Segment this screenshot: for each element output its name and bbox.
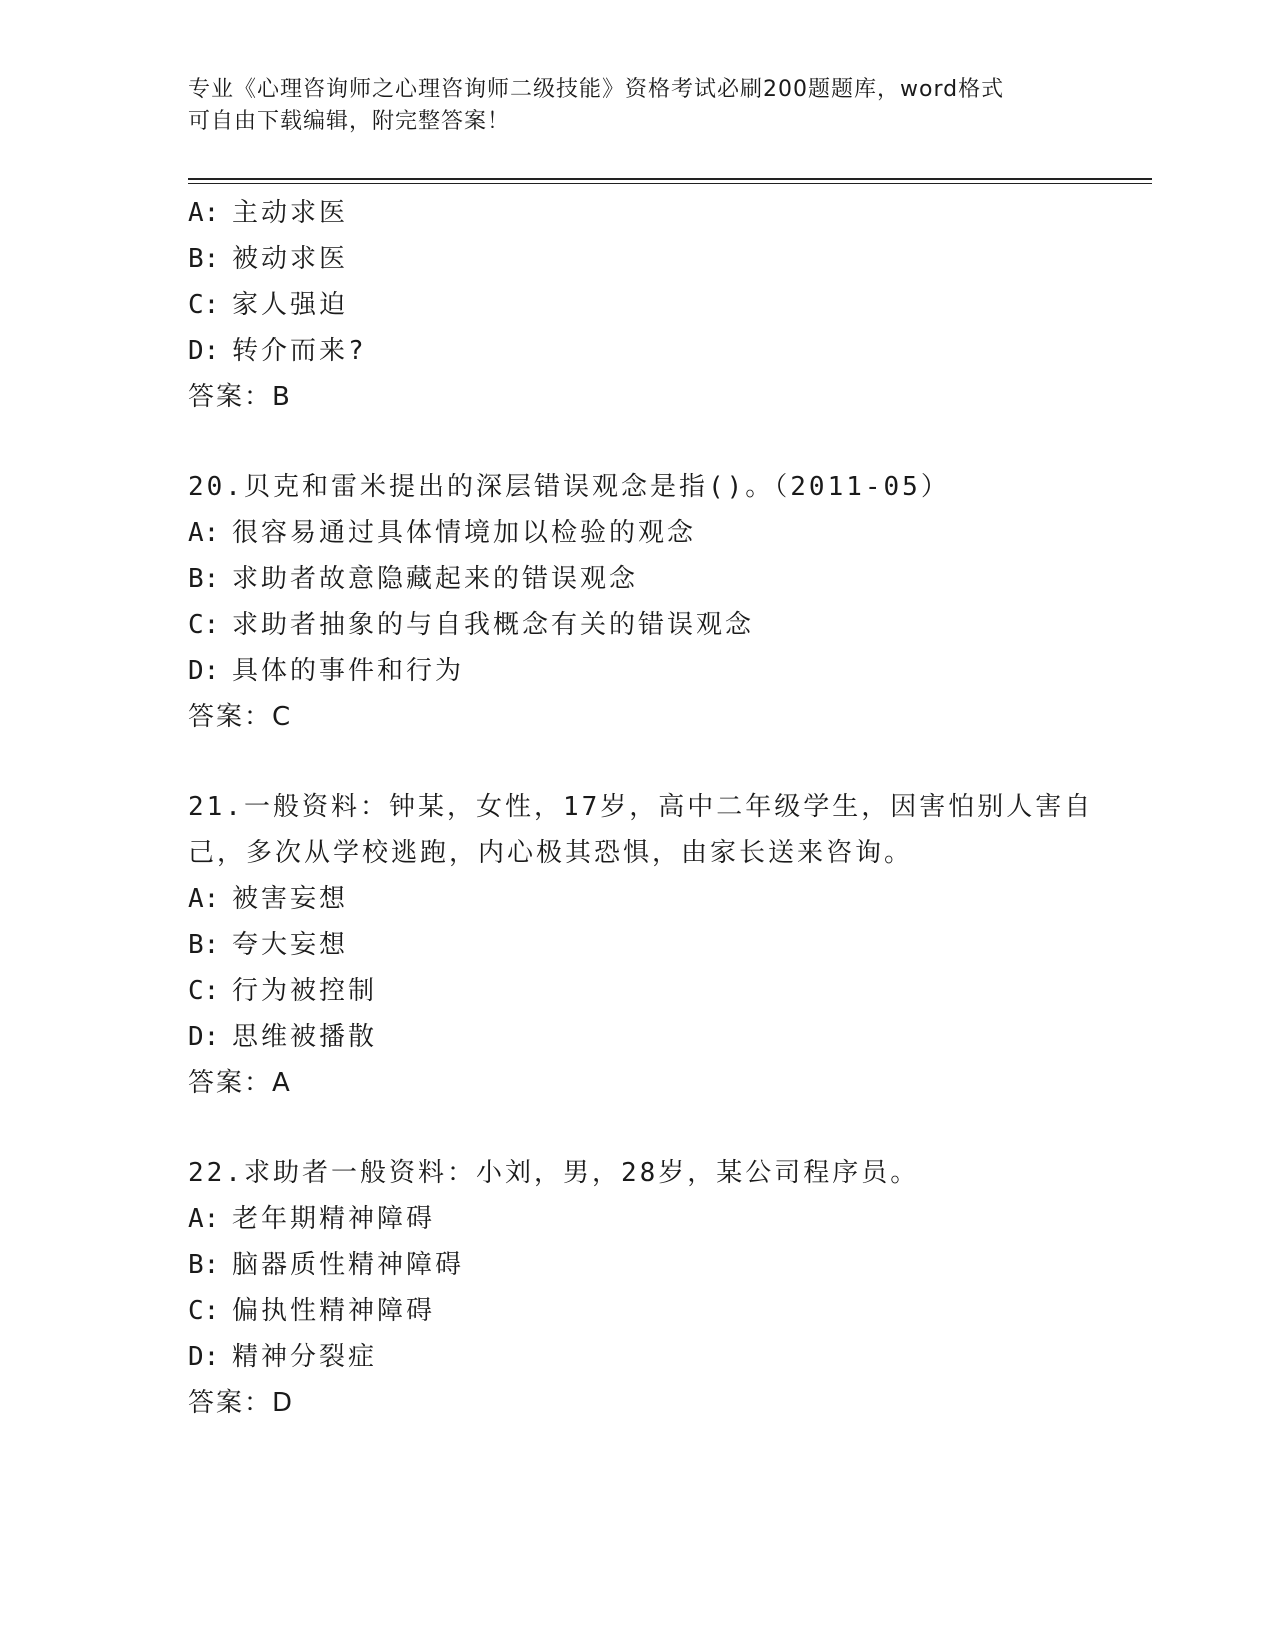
option-letter: D: xyxy=(188,1342,220,1372)
option-text: 转介而来? xyxy=(232,336,367,366)
option-text: 被害妄想 xyxy=(232,884,349,914)
option-letter: C: xyxy=(188,1296,220,1326)
option-text: 很容易通过具体情境加以检验的观念 xyxy=(232,518,697,548)
answer-option xyxy=(188,282,1152,328)
question-text: 己，多次从学校逃跑，内心极其恐惧，由家长送来咨询。 xyxy=(188,838,914,868)
answer-key: 答案：D xyxy=(188,1388,295,1418)
answer-option xyxy=(188,1334,1152,1380)
question-list xyxy=(188,190,1152,1426)
answer-option xyxy=(188,648,1152,694)
option-text: 求助者抽象的与自我概念有关的错误观念 xyxy=(232,610,755,640)
option-text: 老年期精神障碍 xyxy=(232,1204,436,1234)
option-letter: C: xyxy=(188,610,220,640)
answer-option xyxy=(188,328,1152,374)
option-letter: B: xyxy=(188,1250,220,1280)
option-text: 精神分裂症 xyxy=(232,1342,378,1372)
option-letter: C: xyxy=(188,976,220,1006)
question-block xyxy=(188,464,1152,740)
option-text: 行为被控制 xyxy=(232,976,378,1006)
answer-option xyxy=(188,876,1152,922)
option-text: 求助者故意隐藏起来的错误观念 xyxy=(232,564,639,594)
question-text: 21.一般资料：钟某，女性，17岁，高中二年级学生，因害怕别人害自 xyxy=(188,792,1094,822)
option-letter: A: xyxy=(188,198,220,228)
answer-option xyxy=(188,236,1152,282)
answer-option xyxy=(188,1288,1152,1334)
option-text: 主动求医 xyxy=(232,198,349,228)
option-letter: D: xyxy=(188,1022,220,1052)
option-text: 偏执性精神障碍 xyxy=(232,1296,436,1326)
answer-option xyxy=(188,1242,1152,1288)
option-text: 被动求医 xyxy=(232,244,349,274)
answer-key: 答案：A xyxy=(188,1068,292,1098)
option-text: 脑器质性精神障碍 xyxy=(232,1250,465,1280)
answer-option xyxy=(188,602,1152,648)
header-divider xyxy=(188,178,1152,184)
option-letter: A: xyxy=(188,518,220,548)
question-block xyxy=(188,784,1152,1106)
option-letter: B: xyxy=(188,930,220,960)
question-text: 22.求助者一般资料：小刘，男，28岁，某公司程序员。 xyxy=(188,1158,920,1188)
option-letter: D: xyxy=(188,336,220,366)
option-letter: B: xyxy=(188,244,220,274)
header-title-line-2: 可自由下载编辑，附完整答案！ xyxy=(188,109,511,134)
option-text: 家人强迫 xyxy=(232,290,349,320)
answer-option xyxy=(188,1014,1152,1060)
option-letter: C: xyxy=(188,290,220,320)
block-spacer xyxy=(188,420,1152,464)
answer-option xyxy=(188,190,1152,236)
document-header xyxy=(188,74,1068,138)
answer-key: 答案：C xyxy=(188,702,293,732)
block-spacer xyxy=(188,1106,1152,1150)
answer-key: 答案：B xyxy=(188,382,292,412)
block-spacer xyxy=(188,740,1152,784)
answer-option xyxy=(188,922,1152,968)
answer-option xyxy=(188,510,1152,556)
option-letter: B: xyxy=(188,564,220,594)
option-letter: A: xyxy=(188,884,220,914)
question-block xyxy=(188,1150,1152,1426)
answer-option xyxy=(188,1196,1152,1242)
option-letter: D: xyxy=(188,656,220,686)
option-text: 具体的事件和行为 xyxy=(232,656,465,686)
question-text: 20.贝克和雷米提出的深层错误观念是指()。（2011-05） xyxy=(188,472,950,502)
header-title-line-1: 专业《心理咨询师之心理咨询师二级技能》资格考试必刷200题题库，word格式 xyxy=(188,77,1005,102)
option-text: 思维被播散 xyxy=(232,1022,378,1052)
question-block xyxy=(188,190,1152,420)
option-text: 夸大妄想 xyxy=(232,930,349,960)
option-letter: A: xyxy=(188,1204,220,1234)
answer-option xyxy=(188,968,1152,1014)
answer-option xyxy=(188,556,1152,602)
